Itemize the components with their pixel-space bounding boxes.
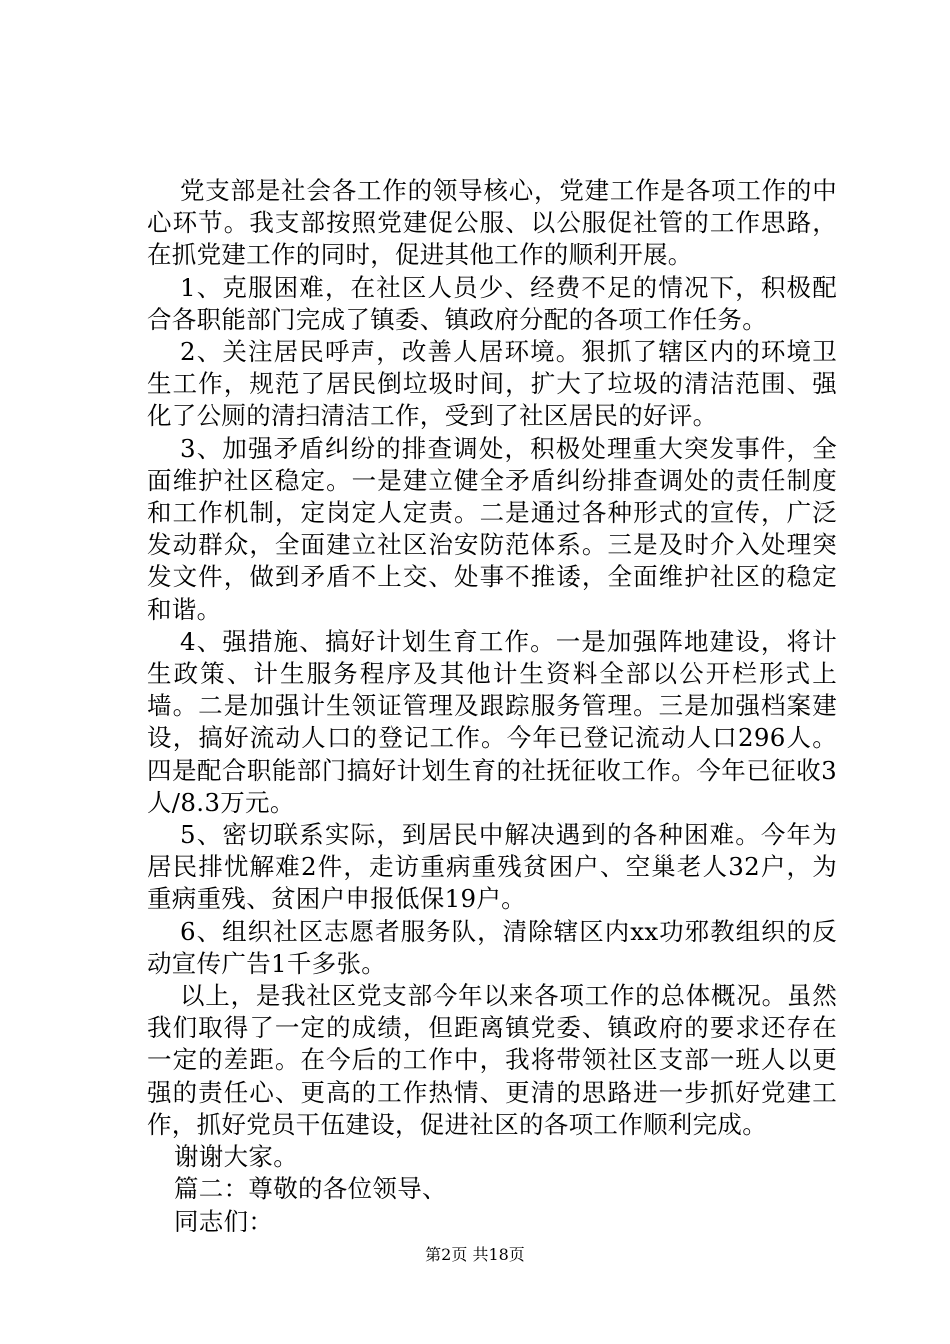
section-heading: 篇二：尊敬的各位领导、 — [174, 1174, 447, 1204]
paragraph-summary: 以上，是我社区党支部今年以来各项工作的总体概况。虽然我们取得了一定的成绩，但距离镇党委、镇政府的要求还存在一定的差距。在今后的工作中，我将带领社区支部一班人以更强的责任心、更高的工作热情、更清的思路进一步抓好党建工作，抓好党员干伍建设，促进社区的各项工作顺利完成。 — [147, 981, 837, 1139]
closing-line: 谢谢大家。 — [174, 1142, 298, 1172]
paragraph-item-6: 6、组织社区志愿者服务队，清除辖区内xx功邪教组织的反动宣传广告1千多张。 — [147, 916, 837, 978]
paragraph-item-1: 1、克服困难，在社区人员少、经费不足的情况下，积极配合各职能部门完成了镇委、镇政府分配的各项工作任务。 — [147, 272, 837, 334]
paragraph-intro: 党支部是社会各工作的领导核心，党建工作是各项工作的中心环节。我支部按照党建促公服、以公服促社管的工作思路，在抓党建工作的同时，促进其他工作的顺利开展。 — [147, 176, 837, 270]
paragraph-item-5: 5、密切联系实际，到居民中解决遇到的各种困难。今年为居民排忧解难2件，走访重病重残贫困户、空巢老人32户，为重病重残、贫困户申报低保19户。 — [147, 820, 837, 914]
paragraph-item-2: 2、关注居民呼声，改善人居环境。狠抓了辖区内的环境卫生工作，规范了居民倒垃圾时间，扩大了垃圾的清洁范围、强化了公厕的清扫清洁工作，受到了社区居民的好评。 — [147, 337, 837, 431]
page-indicator: 第2页 共18页 — [425, 1245, 525, 1264]
paragraph-item-4: 4、强措施、搞好计划生育工作。一是加强阵地建设，将计生政策、计生服务程序及其他计生资料全部以公开栏形式上墙。二是加强计生领证管理及跟踪服务管理。三是加强档案建设，搞好流动人口的登记工作。今年已登记流动人口296人。四是配合职能部门搞好计划生育的社抚征收工作。今年已征收3人/8.3万元。 — [147, 626, 837, 817]
salutation-line: 同志们： — [174, 1206, 274, 1236]
paragraph-item-3: 3、加强矛盾纠纷的排查调处，积极处理重大突发事件，全面维护社区稳定。一是建立健全矛盾纠纷排查调处的责任制度和工作机制，定岗定人定责。二是通过各种形式的宣传，广泛发动群众，全面建立社区治安防范体系。三是及时介入处理突发文件，做到矛盾不上交、处事不推诿，全面维护社区的稳定和谐。 — [147, 433, 837, 624]
document-body — [147, 175, 837, 1238]
